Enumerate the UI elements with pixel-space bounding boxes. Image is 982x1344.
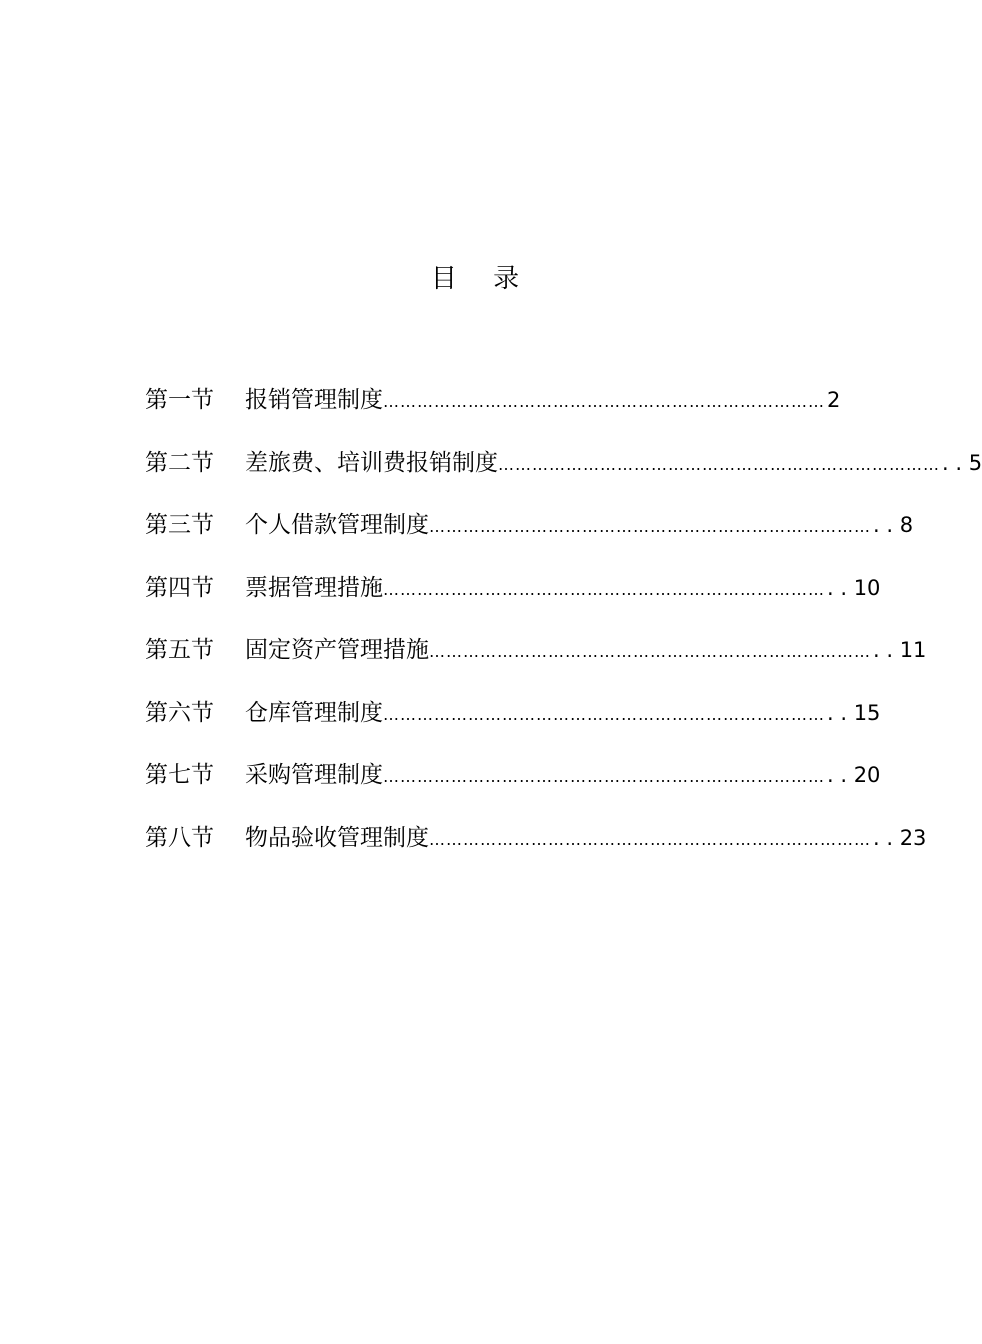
dot-leader: ……………………………………………………………………: [429, 517, 871, 536]
section-title: 物品验收管理制度: [245, 824, 429, 851]
page-number: . . 10: [827, 575, 881, 600]
section-number: 第四节: [145, 574, 214, 601]
page-number: . . 15: [827, 700, 881, 725]
section-number: 第七节: [145, 762, 214, 788]
dot-leader: ……………………………………………………………………: [383, 767, 825, 786]
toc-entry[interactable]: [145, 632, 927, 695]
dot-leader: ……………………………………………………………………: [383, 579, 825, 599]
page-number: . . 23: [873, 825, 927, 850]
toc-entry[interactable]: [145, 445, 982, 508]
section-number: 第一节: [145, 387, 214, 413]
toc-entry[interactable]: [145, 382, 841, 445]
page-number: . . 8: [873, 513, 914, 537]
toc-title: 目 录: [430, 264, 534, 294]
toc-entry[interactable]: [145, 570, 881, 633]
toc-entry[interactable]: [145, 757, 881, 820]
page-number: 2: [827, 388, 841, 412]
dot-leader: ……………………………………………………………………: [429, 829, 871, 849]
dot-leader: ……………………………………………………………………: [429, 642, 871, 661]
page-number: . . 20: [827, 763, 881, 787]
section-number: 第二节: [145, 449, 214, 476]
section-number: 第八节: [145, 824, 214, 851]
dot-leader: ……………………………………………………………………: [498, 454, 940, 474]
section-title: 仓库管理制度: [245, 699, 383, 726]
page-number: . . 11: [873, 638, 927, 662]
section-title: 固定资产管理措施: [245, 637, 429, 663]
dot-leader: ……………………………………………………………………: [383, 392, 825, 411]
toc-entry[interactable]: [145, 695, 881, 758]
section-title: 票据管理措施: [245, 574, 383, 601]
section-title: 采购管理制度: [245, 762, 383, 788]
section-number: 第六节: [145, 699, 214, 726]
dot-leader: ……………………………………………………………………: [383, 704, 825, 724]
page-number: . . 5: [942, 450, 982, 475]
section-title: 差旅费、培训费报销制度: [245, 449, 498, 476]
section-number: 第三节: [145, 512, 214, 538]
toc-entry[interactable]: [145, 820, 927, 883]
toc-entry[interactable]: [145, 507, 914, 570]
toc-list: [145, 382, 982, 882]
section-title: 报销管理制度: [245, 387, 383, 413]
section-number: 第五节: [145, 637, 214, 663]
section-title: 个人借款管理制度: [245, 512, 429, 538]
